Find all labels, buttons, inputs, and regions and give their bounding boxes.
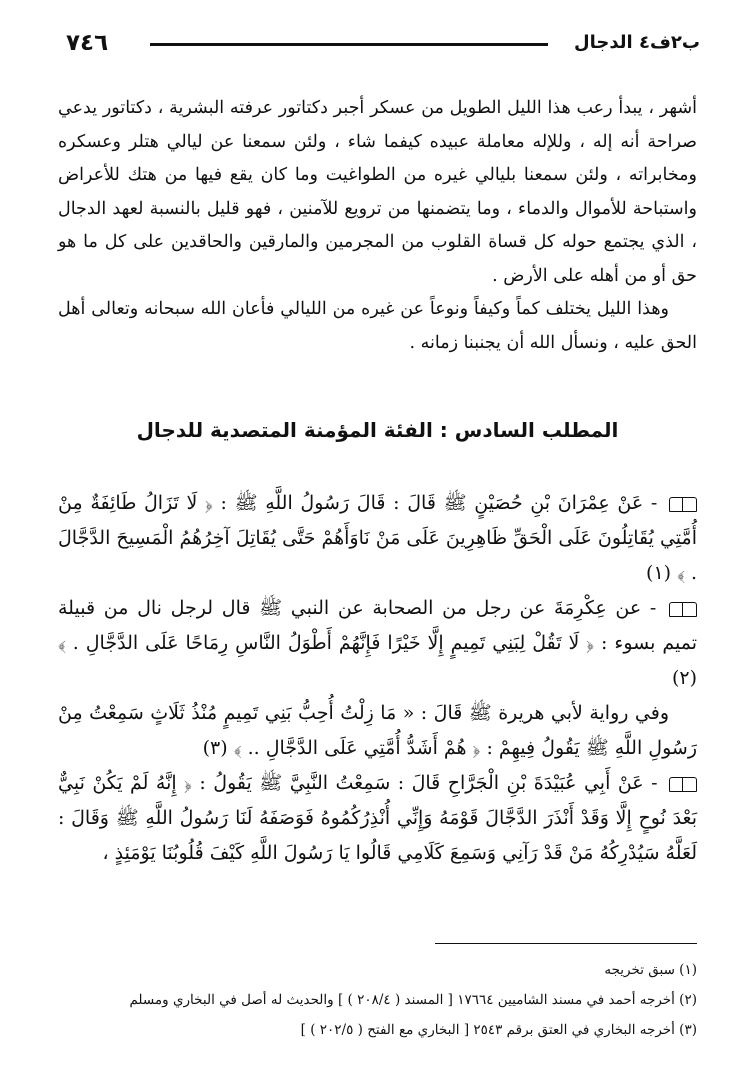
book-mark-icon xyxy=(669,602,697,617)
hadith-3 xyxy=(58,766,697,871)
intro-paragraph-2: وهذا الليل يختلف كماً وكيفاً ونوعاً عن غيره من الليالي فأعان الله سبحانه وتعالى أهل الحق عليه ، ونسأل الله أن يجنبنا زمانه . xyxy=(58,299,697,353)
footnote-1: (١) سبق تخريجه xyxy=(604,962,697,978)
footnote-3: (٣) أخرجه البخاري في العتق برقم ٢٥٤٣ [ البخاري مع الفتح ( ٢٠٢/٥ ) ] xyxy=(300,1022,697,1038)
hadith-list xyxy=(58,486,697,871)
header-rule xyxy=(150,43,548,46)
intro-text xyxy=(58,92,697,360)
hadith-2-text: - عن عِكْرِمَةَ عن رجل من الصحابة عن النبي ﷺ قال لرجل نال من قبيلة تميم بسوء : ﴿ لَا تَقُلْ لِبَنِي تَمِيمٍ إِلَّا خَيْرًا فَإِنَّهُمْ أَطْوَلُ النَّاسِ رِمَاحًا عَلَى الدَّجَّالِ . ﴾ (٢) xyxy=(58,597,697,689)
hadith-2-narration xyxy=(58,696,697,766)
footnote-rule xyxy=(435,943,697,944)
hadith-2-narration-text: وفي رواية لأبي هريرة ﷺ قَالَ : « مَا زِلْتُ أُحِبُّ بَنِي تَمِيمٍ مُنْذُ ثَلَاثٍ سَمِعْتُ مِنْ رَسُولِ اللَّهِ ﷺ يَقُولُ فِيهِمْ : ﴿ هُمْ أَشَدُّ أُمَّتِي عَلَى الدَّجَّالِ .. ﴾ (٣) xyxy=(58,702,697,759)
hadith-3-text: - عَنْ أَبِي عُبَيْدَةَ بْنِ الْجَرَّاحِ قَالَ : سَمِعْتُ النَّبِيَّ ﷺ يَقُولُ : ﴿ إِنَّهُ لَمْ يَكُنْ نَبِيٌّ بَعْدَ نُوحٍ إِلَّا وَقَدْ أَنْذَرَ الدَّجَّالَ قَوْمَهُ وَإِنِّي أُنْذِرُكُمُوهُ فَوَصَفَهُ لَنَا رَسُولُ اللَّهِ ﷺ وَقَالَ : لَعَلَّهُ سَيُدْرِكُهُ مَنْ قَدْ رَآنِي وَسَمِعَ كَلَامِي قَالُوا يَا رَسُولَ اللَّهِ كَيْفَ قُلُوبُنَا يَوْمَئِذٍ ، xyxy=(58,772,697,864)
page-number: ٧٤٦ xyxy=(66,30,109,56)
footnotes xyxy=(58,955,697,1045)
book-mark-icon xyxy=(669,777,697,792)
footnote-2: (٢) أخرجه أحمد في مسند الشاميين ١٧٦٦٤ [ المسند ( ٢٠٨/٤ ) ] والحديث له أصل في البخاري ومسلم xyxy=(129,992,697,1008)
running-title: ب٢ف٤ الدجال xyxy=(574,32,700,53)
section-heading: المطلب السادس : الفئة المؤمنة المتصدية للدجال xyxy=(136,418,619,442)
hadith-1 xyxy=(58,486,697,591)
hadith-1-text: - عَنْ عِمْرَانَ بْنِ حُصَيْنٍ ﷺ قَالَ : قَالَ رَسُولُ اللَّهِ ﷺ : ﴿ لَا تَزَالُ طَائِفَةٌ مِنْ أُمَّتِي يُقَاتِلُونَ عَلَى الْحَقِّ ظَاهِرِينَ عَلَى مَنْ نَاوَأَهُمْ حَتَّى يُقَاتِلَ آخِرُهُمُ الْمَسِيحَ الدَّجَّالَ . ﴾ (١) xyxy=(58,492,697,584)
page-header xyxy=(60,30,700,62)
book-mark-icon xyxy=(669,497,697,512)
hadith-2 xyxy=(58,591,697,696)
intro-paragraph-1: أشهر ، يبدأ رعب هذا الليل الطويل من عسكر أجبر دكتاتور عرفته البشرية ، دكتاتور يدعي صراحة أنه إله ، وللإله معاملة عبيده كيفما شاء ، ولئن سمعنا عن ليالي هتلر وعسكره ومخابراته ، ولئن سمعنا بليالي غيره من الطواغيت وما كان يقع فيها من هتك للأعراض واستباحة للأموال والدماء ، وما يتضمنها من ترويع للآمنين ، فهو قليل بالنسبة لعهد الدجال ، الذي يجتمع حوله كل قساة القلوب من المجرمين والمارقين والحاقدين على كل ما هو حق أو من أهله على الأرض . xyxy=(58,98,697,286)
